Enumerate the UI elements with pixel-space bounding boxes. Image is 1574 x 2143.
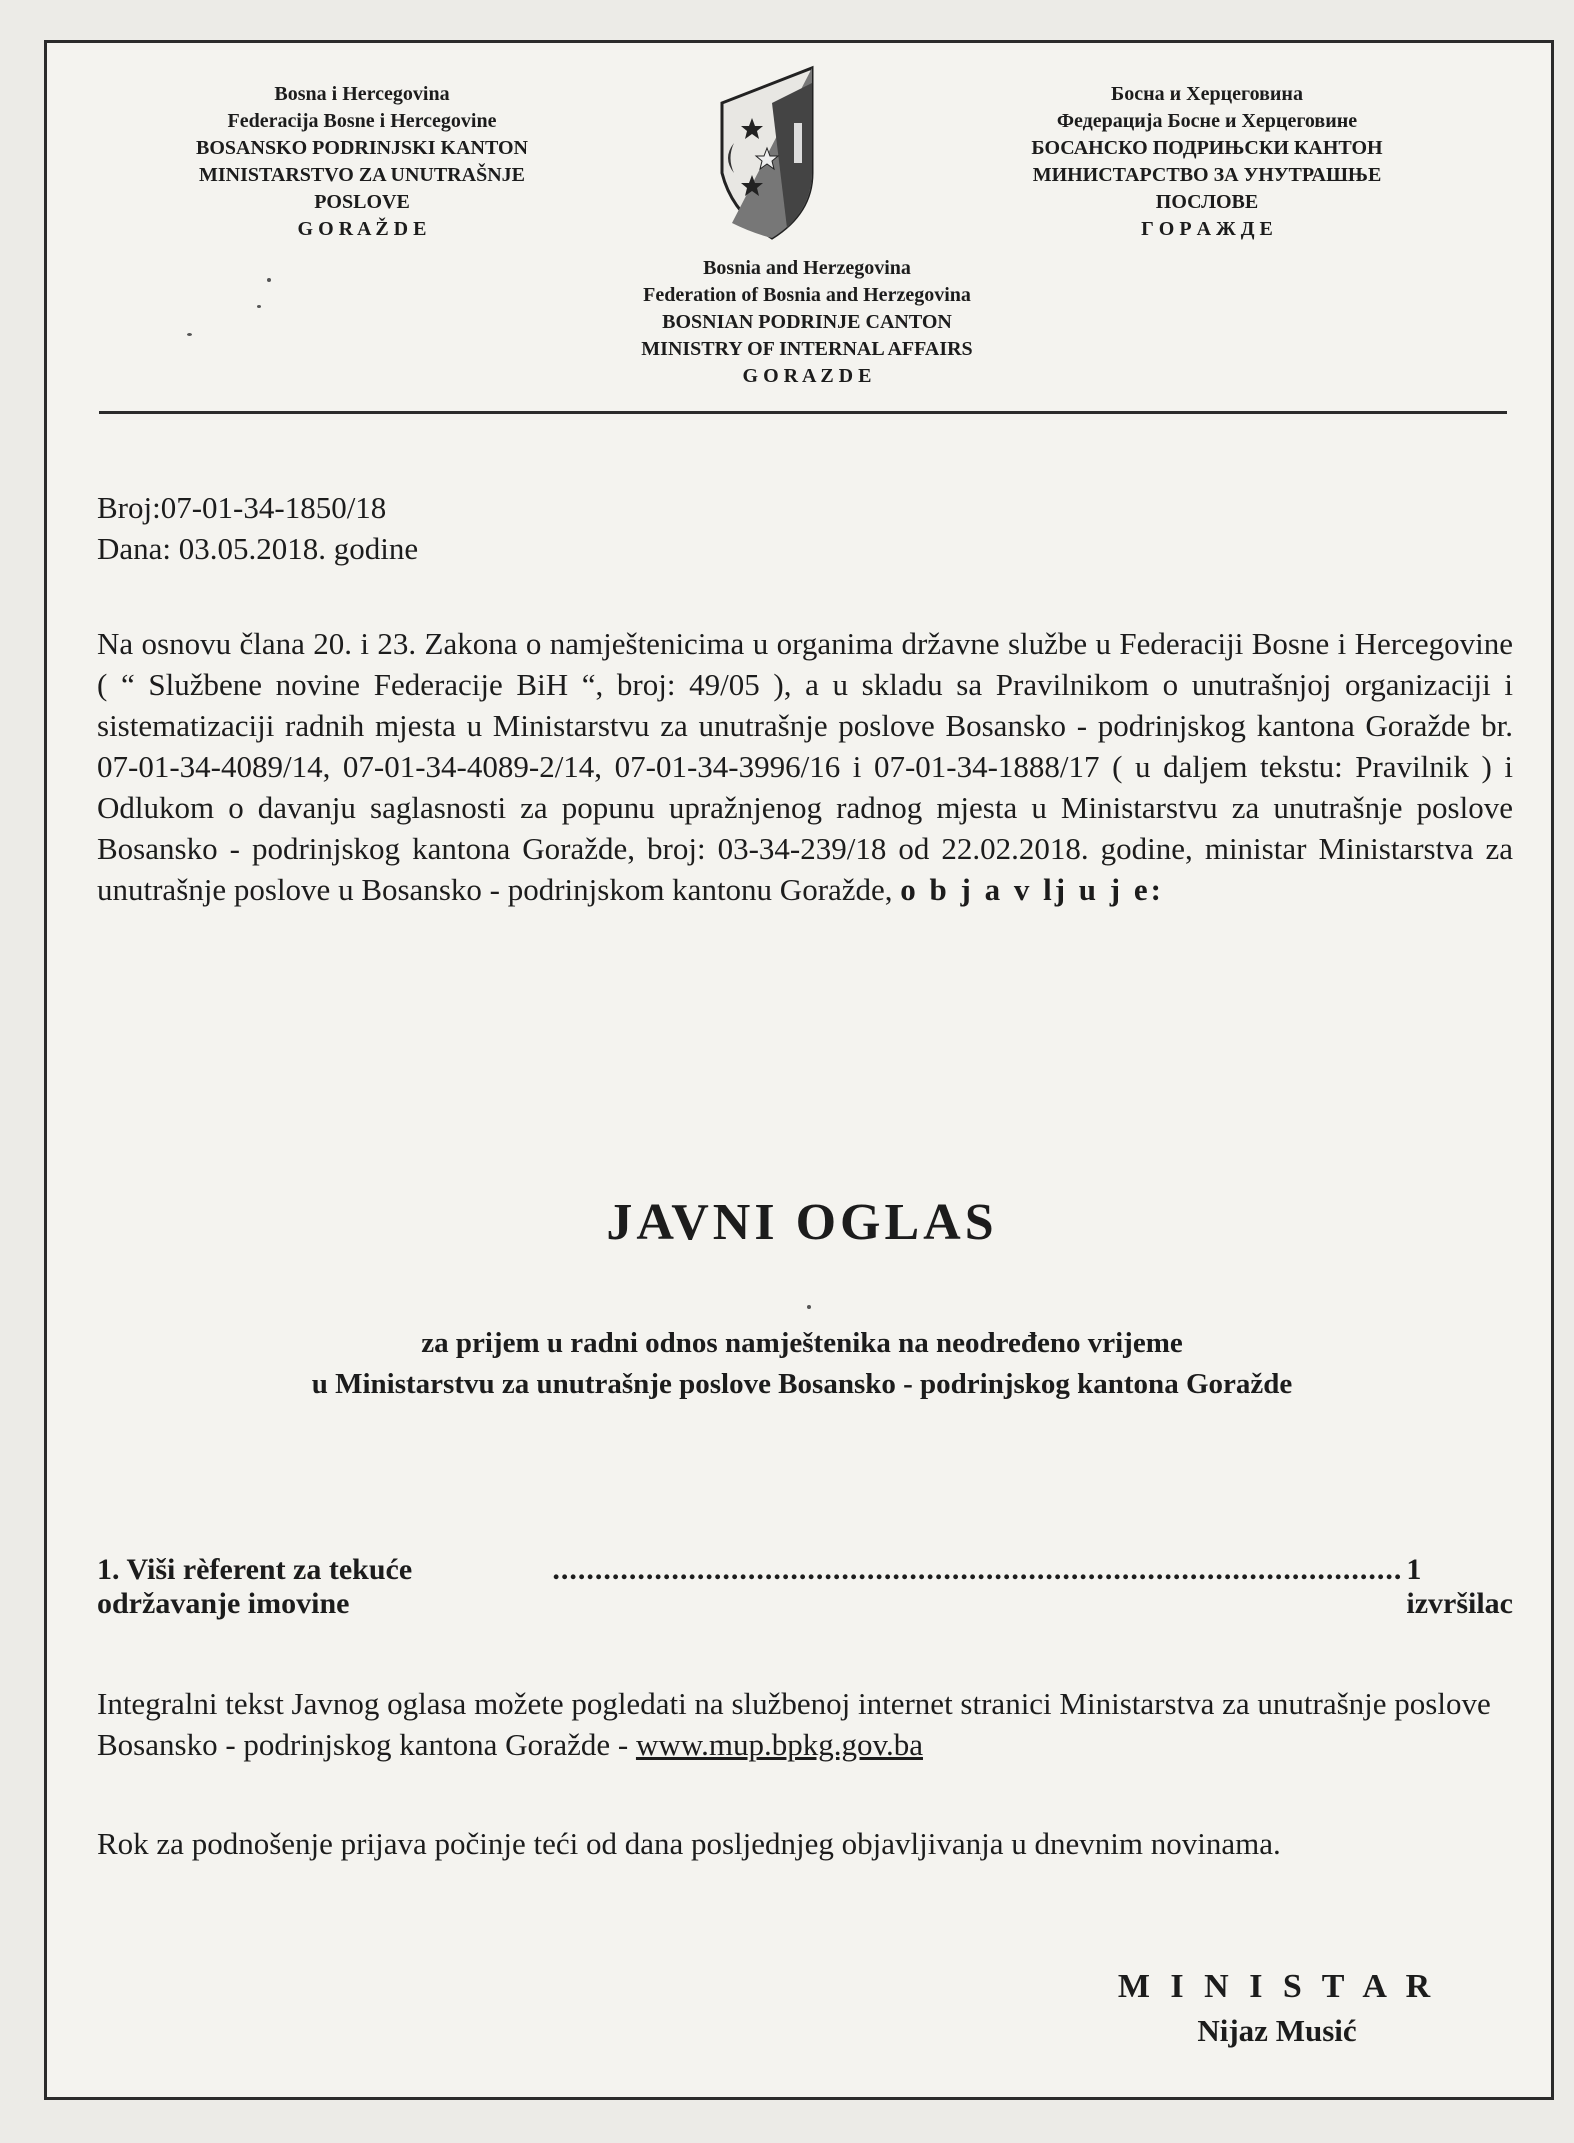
job-position-row (97, 1553, 1513, 1621)
header-center-line: G O R A Z D E (742, 365, 872, 387)
announcement-subtitle (47, 1323, 1557, 1405)
header-left-line: MINISTARSTVO ZA UNUTRAŠNJE (199, 164, 525, 186)
header-right-line: Г О Р А Ж Д Е (1141, 218, 1273, 240)
header-divider (99, 411, 1507, 414)
announcement-title: JAVNI OGLAS (606, 1194, 998, 1251)
reference-block (97, 487, 418, 569)
job-position-count: 1 izvršilac (1406, 1553, 1513, 1620)
website-link[interactable]: www.mup.bpkg.gov.ba (635, 1727, 923, 1762)
legal-basis-paragraph (97, 623, 1513, 910)
scan-speck (267, 278, 271, 282)
header-right-block (967, 81, 1447, 243)
document-frame (44, 40, 1554, 2100)
scan-speck (187, 333, 192, 336)
reference-number: Broj:07-01-34-1850/18 (97, 490, 387, 525)
header-left-block (152, 81, 572, 243)
info-text: Integralni tekst Javnog oglasa možete pogledati na službenoj internet stranici Ministarstva za unutrašnje poslove Bosansko - podrinjskog kantona Goražde - (97, 1686, 1491, 1762)
header-center-line: Federation of Bosnia and Herzegovina (643, 284, 971, 306)
header-left-line: G O R A Ž D E (297, 218, 427, 240)
header-right-line: МИНИСТАРСТВО ЗА УНУТРАШЊЕ (1032, 164, 1382, 186)
deadline-paragraph: Rok za podnošenje prijava počinje teći od dana posljednjeg objavljivanja u dnevnim novinama. (97, 1826, 1281, 1861)
scan-speck (257, 305, 261, 308)
reference-date: Dana: 03.05.2018. godine (97, 531, 419, 566)
header-right-line: БОСАНСКО ПОДРИЊСКИ КАНТОН (1031, 137, 1383, 159)
announces-emphasis: o b j a v lj u j e: (900, 872, 1164, 907)
signature-title: M I N I S T A R (1117, 1968, 1437, 2005)
subtitle-line: u Ministarstvu za unutrašnje poslove Bosansko - podrinjskog kantona Goražde (311, 1368, 1293, 1400)
header-left-line: Federacija Bosne i Hercegovine (227, 110, 497, 132)
header-right-line: Федерација Босне и Херцеговине (1056, 110, 1358, 132)
header-left-line: Bosna i Hercegovina (274, 83, 450, 105)
header-center-block (567, 255, 1047, 390)
legal-basis-text: Na osnovu člana 20. i 23. Zakona o namještenicima u organima državne službe u Federaciji Bosne i Hercegovine ( “ Službene novine Federacije BiH “, broj: 49/05 ), a u skladu sa Pravilnikom o unutrašnjoj organizaciji i sistematizaciji radnih mjesta u Ministarstvu za unutrašnje poslove Bosansko - podrinjskog kantona Goražde br. 07-01-34-4089/14, 07-01-34-4089-2/14, 07-01-34-3996/16 i 07-01-34-1888/17 ( u daljem tekstu: Pravilnik ) i Odlukom o davanju saglasnosti za popunu upražnjenog radnog mjesta u Ministarstvu za unutrašnje poslove Bosansko - podrinjskog kantona Goražde, broj: 03-34-239/18 od 22.02.2018. godine, ministar Ministarstva za unutrašnje poslove u Bosansko - podrinjskom kantonu Goražde, (97, 626, 1513, 907)
signature-name: Nijaz Musić (1197, 2013, 1357, 2048)
coat-of-arms-icon (712, 63, 832, 243)
header-center-line: Bosnia and Herzegovina (703, 257, 911, 279)
header-left-line: BOSANSKO PODRINJSKI KANTON (196, 137, 528, 159)
header-left-line: POSLOVE (314, 191, 410, 213)
dot-leader: .................................................................................................... (552, 1553, 1403, 1586)
header-center-line: BOSNIAN PODRINJE CANTON (662, 311, 952, 333)
subtitle-line: za prijem u radni odnos namještenika na neodređeno vrijeme (421, 1327, 1183, 1359)
info-paragraph (97, 1683, 1513, 1765)
header-center-line: MINISTRY OF INTERNAL AFFAIRS (641, 338, 973, 360)
scan-speck (807, 1305, 811, 1309)
header-right-line: ПОСЛОВЕ (1155, 191, 1259, 213)
header-right-line: Босна и Херцеговина (1111, 83, 1303, 105)
job-position-name: 1. Viši rèferent za tekuće održavanje imovine (97, 1553, 413, 1620)
